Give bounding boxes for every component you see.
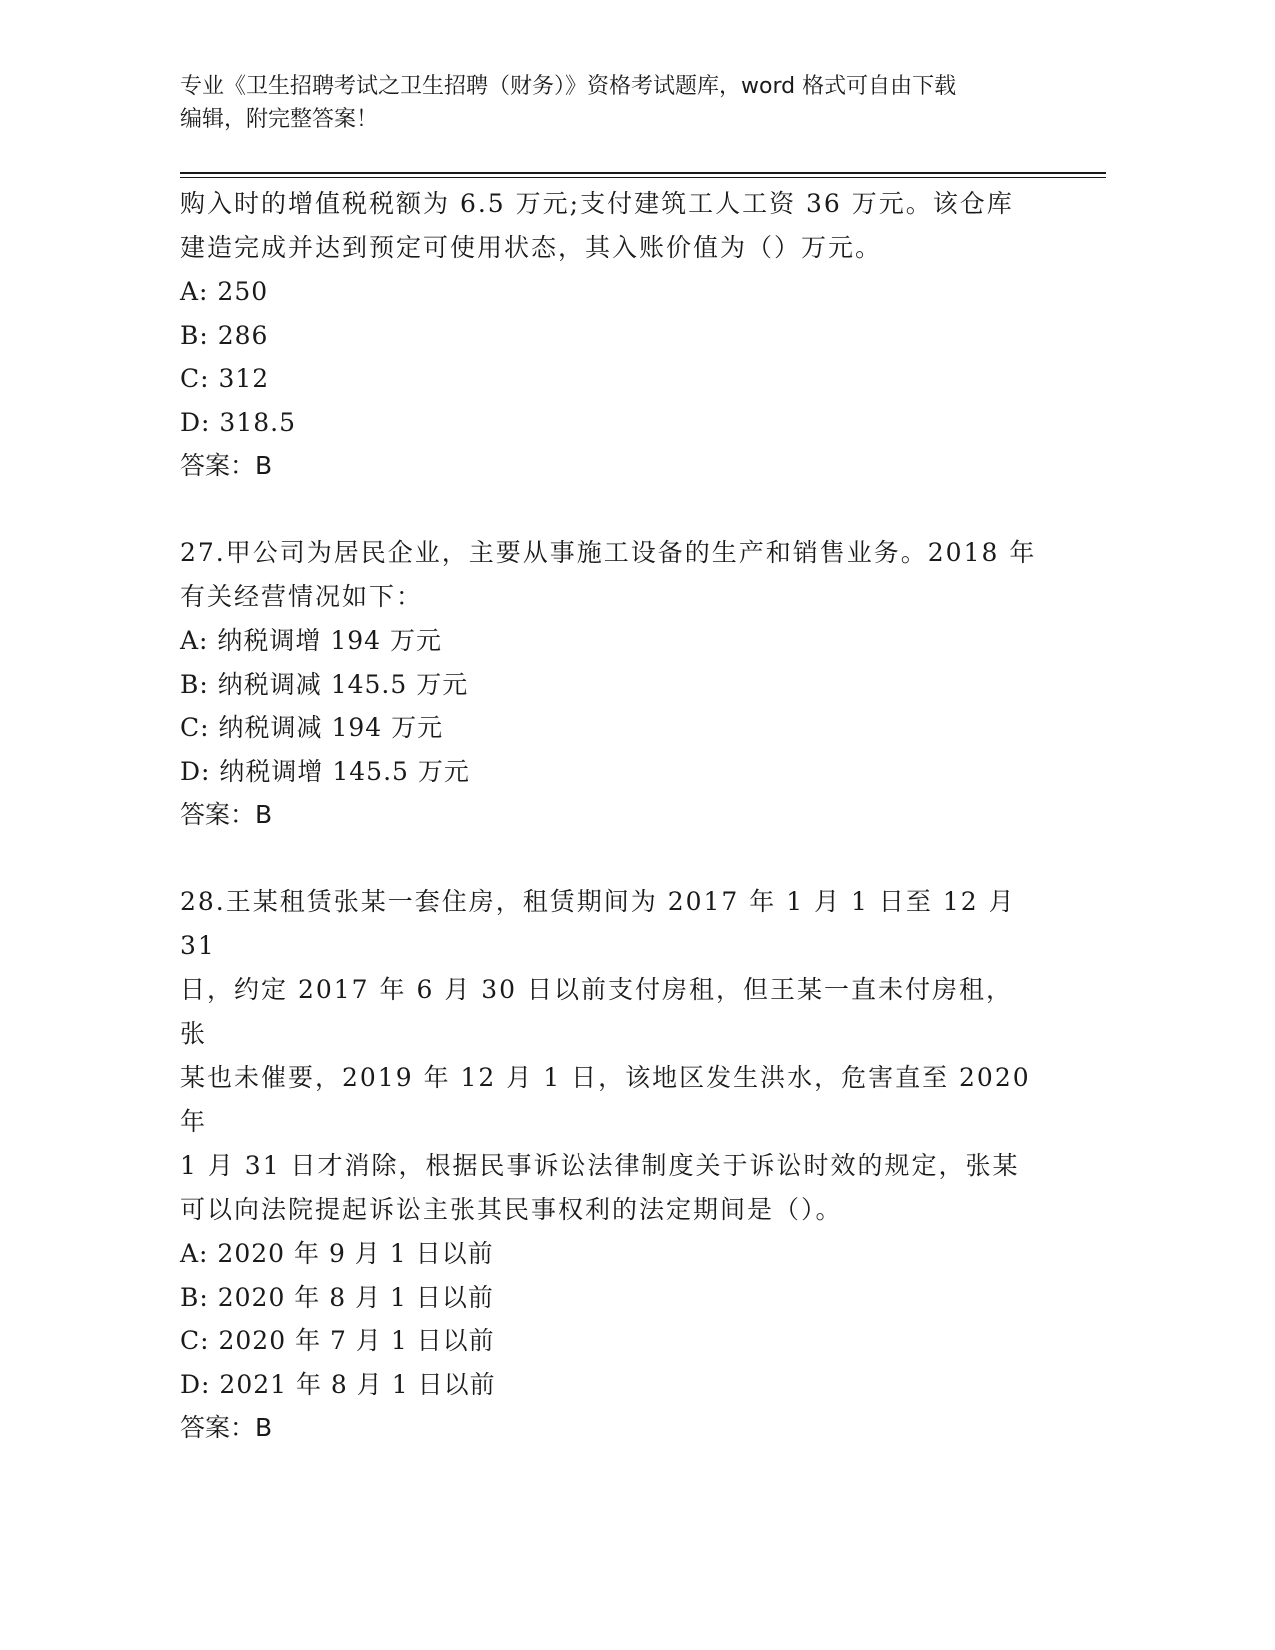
option-b: B: 2020 年 8 月 1 日以前	[180, 1282, 494, 1312]
answer-line: 答案：B	[180, 451, 273, 480]
option-b: B: 纳税调减 145.5 万元	[180, 669, 469, 699]
option-a: A: 2020 年 9 月 1 日以前	[180, 1239, 494, 1268]
header-divider-thin	[180, 177, 1106, 178]
question-block	[180, 880, 1040, 1449]
question-list	[180, 182, 1040, 1449]
question-text-line: 建造完成并达到预定可使用状态，其入账价值为（）万元。	[180, 233, 883, 262]
header-line-1: 专业《卫生招聘考试之卫生招聘（财务）》资格考试题库，word 格式可自由下载	[180, 74, 957, 99]
option-a: A: 纳税调增 194 万元	[180, 626, 443, 655]
option-b: B: 286	[180, 320, 269, 350]
header-line-2: 编辑，附完整答案！	[180, 107, 379, 132]
answer-line: 答案：B	[180, 800, 273, 829]
question-block	[180, 531, 1040, 836]
question-text-line: 28.王某租赁张某一套住房，租赁期间为 2017 年 1 月 1 日至 12 月 31	[180, 887, 1016, 960]
question-text-line: 有关经营情况如下：	[180, 582, 424, 611]
option-d: D: 318.5	[180, 407, 296, 437]
spacer	[180, 487, 1040, 531]
option-a: A: 250	[180, 277, 269, 306]
spacer	[180, 836, 1040, 880]
option-c: C: 2020 年 7 月 1 日以前	[180, 1326, 495, 1355]
question-text-line: 可以向法院提起诉讼主张其民事权利的法定期间是（）。	[180, 1195, 843, 1224]
option-d: D: 纳税调增 145.5 万元	[180, 756, 470, 786]
answer-line: 答案：B	[180, 1413, 273, 1442]
question-text-line: 27.甲公司为居民企业，主要从事施工设备的生产和销售业务。2018 年	[180, 538, 1037, 567]
option-c: C: 312	[180, 364, 270, 393]
question-text-line: 1 月 31 日才消除，根据民事诉讼法律制度关于诉讼时效的规定，张某	[180, 1151, 1020, 1180]
document-header	[180, 70, 1080, 136]
option-d: D: 2021 年 8 月 1 日以前	[180, 1369, 496, 1399]
question-text-line: 日，约定 2017 年 6 月 30 日以前支付房租，但王某一直未付房租，张	[180, 975, 1014, 1048]
option-c: C: 纳税调减 194 万元	[180, 713, 444, 742]
question-block	[180, 182, 1040, 487]
question-text-line: 购入时的增值税税额为 6.5 万元;支付建筑工人工资 36 万元。该仓库	[180, 189, 1014, 218]
question-text-line: 某也未催要，2019 年 12 月 1 日，该地区发生洪水，危害直至 2020 年	[180, 1063, 1031, 1136]
header-divider-thick	[180, 172, 1106, 174]
